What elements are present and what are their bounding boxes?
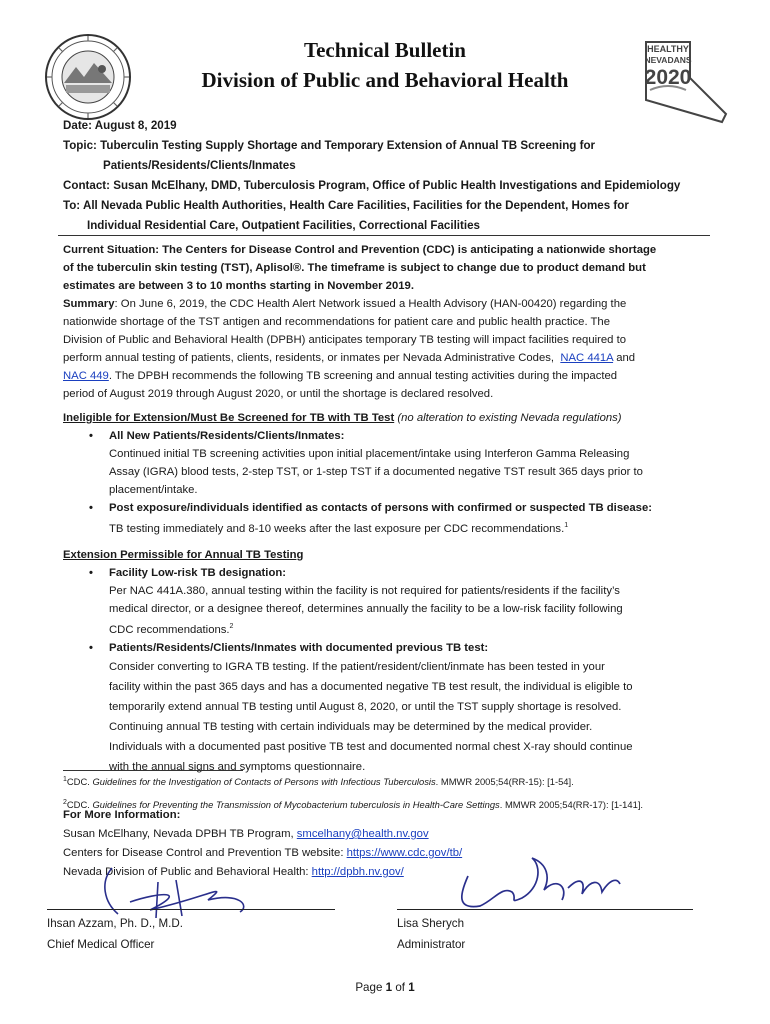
list-item-text — [63, 517, 713, 538]
page-number — [0, 981, 770, 994]
list-item-text: Continuing annual TB testing with certain individuals may be determined by the medical provider. — [109, 720, 593, 733]
page-of: of — [392, 981, 409, 994]
list-item-text-span: TB testing immediately and 8-10 weeks after the last exposure per CDC recommendations. — [109, 522, 565, 535]
list-item-text: facility within the past 365 days and has a documented negative TB test result, the individual is eligible to — [109, 680, 633, 693]
date-line: Date: August 8, 2019 — [63, 119, 177, 132]
to-line-2: Individual Residential Care, Outpatient Facilities, Correctional Facilities — [87, 219, 480, 232]
footnote-ref: 1 — [564, 522, 569, 529]
summary-line: Division of Public and Behavioral Health (DPBH) anticipates temporary TB testing will impact facilities required to — [63, 334, 626, 346]
left-signatory-name: Ihsan Azzam, Ph. D., M.D. — [47, 917, 183, 930]
more-info-text: Centers for Disease Control and Prevention TB website: — [63, 847, 347, 859]
list-item-text: temporarily extend annual TB testing until August 8, 2020, or until the TST supply shortage is resolved. — [109, 700, 622, 713]
contact-line: Contact: Susan McElhany, DMD, Tuberculosis Program, Office of Public Health Investigations and Epidemiology — [63, 179, 681, 192]
summary-line — [63, 295, 713, 313]
footnote-text: CDC. — [66, 776, 93, 788]
list-item — [63, 499, 713, 517]
footnote-text: CDC. — [66, 799, 93, 811]
summary-label: Summary — [63, 298, 115, 310]
situation-line: Current Situation: The Centers for Disease Control and Prevention (CDC) is anticipating a nationwide shortage — [63, 244, 657, 256]
list-item — [63, 639, 713, 657]
left-signatory-title: Chief Medical Officer — [47, 938, 155, 951]
summary-text: and — [613, 352, 636, 364]
ineligible-heading: Ineligible for Extension/Must Be Screened for TB with TB Test — [63, 412, 395, 424]
cdc-tb-link[interactable]: https://www.cdc.gov/tb/ — [346, 847, 463, 859]
dpbh-link[interactable]: http://dpbh.nv.gov/ — [311, 866, 404, 878]
ineligible-note: (no alteration to existing Nevada regulations) — [394, 412, 622, 424]
list-item-text: with the annual signs and symptoms questionnaire. — [109, 760, 366, 773]
to-line: To: All Nevada Public Health Authorities, Health Care Facilities, Facilities for the Dependent, Homes for — [63, 199, 629, 212]
healthy-nevadans-2020-logo — [640, 38, 730, 124]
list-item — [63, 427, 713, 445]
svg-text:2020: 2020 — [644, 66, 692, 89]
list-item-title: Patients/Residents/Clients/Inmates with documented previous TB test: — [109, 641, 489, 654]
footnote-number: 1 — [63, 776, 67, 783]
list-item-text-span: CDC recommendations. — [109, 623, 230, 636]
right-signature-line — [397, 909, 693, 911]
list-item-text: Continued initial TB screening activities upon initial placement/intake using Interferon Gamma Releasing — [109, 448, 630, 460]
list-item-text: Assay (IGRA) blood tests, 2-step TST, or 1-step TST if a documented negative TST result 365 days prior to — [109, 466, 643, 478]
right-signatory-title: Administrator — [397, 938, 466, 951]
bulletin-title: Technical Bulletin — [303, 38, 466, 62]
bullet-icon: • — [89, 641, 93, 654]
right-signatory-name: Lisa Sherych — [397, 917, 465, 930]
footnote-ref: 2 — [229, 622, 234, 630]
list-item-text: medical director, or a designee thereof, determines annually the facility to be a low-risk facility following — [109, 602, 623, 615]
topic-line: Topic: Tuberculin Testing Supply Shortage and Temporary Extension of Annual TB Screening for — [63, 139, 596, 152]
nac-449-link[interactable]: NAC 449 — [63, 370, 109, 382]
list-item-text: placement/intake. — [109, 484, 198, 496]
bullet-icon: • — [89, 430, 93, 442]
page-total: 1 — [408, 981, 415, 994]
summary-line: nationwide shortage of the TST antigen and recommendations for patient care and public health practice. The — [63, 316, 610, 328]
bulletin-meta — [63, 116, 723, 236]
left-signature-line — [47, 909, 335, 911]
situation-line: of the tuberculin skin testing (TST), Aplisol®. The timeframe is subject to change due to product demand but — [63, 262, 646, 274]
svg-text:HEALTHY: HEALTHY — [647, 44, 689, 54]
nac-441a-link[interactable]: NAC 441A — [560, 352, 614, 364]
ineligible-heading-line — [63, 409, 713, 427]
list-item-title: Post exposure/individuals identified as contacts of persons with confirmed or suspected TB disease: — [109, 502, 653, 514]
page-current: 1 — [385, 981, 393, 994]
bullet-icon: • — [89, 566, 93, 579]
page-label: Page — [355, 981, 386, 994]
bullet-icon: • — [89, 502, 93, 514]
current-situation — [63, 241, 713, 777]
topic-line-2: Patients/Residents/Clients/Inmates — [103, 159, 296, 172]
more-info-line — [63, 825, 713, 844]
list-item-text: Consider converting to IGRA TB testing. If the patient/resident/client/inmate has been tested in your — [109, 660, 605, 673]
more-info-heading: For More Information: — [63, 809, 181, 821]
footnote-text: . MMWR 2005;54(RR-15): [1-54]. — [435, 776, 574, 788]
footnote-1 — [63, 771, 723, 790]
list-item-title: All New Patients/Residents/Clients/Inmates: — [109, 430, 345, 442]
footnote-title: Guidelines for the Investigation of Contacts of Persons with Infectious Tuberculosis — [92, 776, 436, 788]
summary-text: : On June 6, 2019, the CDC Health Alert Network issued a Health Advisory (HAN-00420) regarding the — [114, 298, 627, 310]
list-item-text: Per NAC 441A.380, annual testing within the facility is not required for patients/residents if the facility’s — [109, 584, 620, 597]
more-info-text: Susan McElhany, Nevada DPBH TB Program, — [63, 828, 297, 840]
summary-text: perform annual testing of patients, clients, residents, or inmates per Nevada Administrative Codes, — [63, 352, 555, 364]
email-link[interactable]: smcelhany@health.nv.gov — [296, 828, 429, 840]
summary-text: . The DPBH recommends the following TB screening and annual testing activities during the impacted — [108, 370, 618, 382]
svg-text:NEVADANS: NEVADANS — [644, 55, 692, 65]
more-info-text: Nevada Division of Public and Behavioral Health: — [63, 866, 312, 878]
extension-heading: Extension Permissible for Annual TB Testing — [63, 548, 304, 561]
situation-line: estimates are between 3 to 10 months starting in November 2019. — [63, 280, 414, 292]
summary-line — [63, 349, 713, 367]
division-title: Division of Public and Behavioral Health — [201, 68, 569, 92]
footnote-number: 2 — [63, 799, 67, 807]
list-item-text — [63, 618, 713, 639]
summary-line: period of August 2019 through August 2020, or until the shortage is declared resolved. — [63, 388, 494, 400]
list-item-text: Individuals with a documented past positive TB test and documented normal chest X-ray should continue — [109, 740, 633, 753]
summary-line — [63, 367, 713, 385]
header-divider — [58, 235, 710, 236]
list-item-title: Facility Low-risk TB designation: — [109, 566, 287, 579]
footnote-text: . MMWR 2005;54(RR-17): [1-141]. — [499, 799, 644, 811]
footnote-title: Guidelines for Preventing the Transmission of Mycobacterium tuberculosis in Health-Care Settings — [92, 799, 500, 811]
nevada-state-seal — [44, 33, 132, 121]
list-item — [63, 564, 713, 582]
